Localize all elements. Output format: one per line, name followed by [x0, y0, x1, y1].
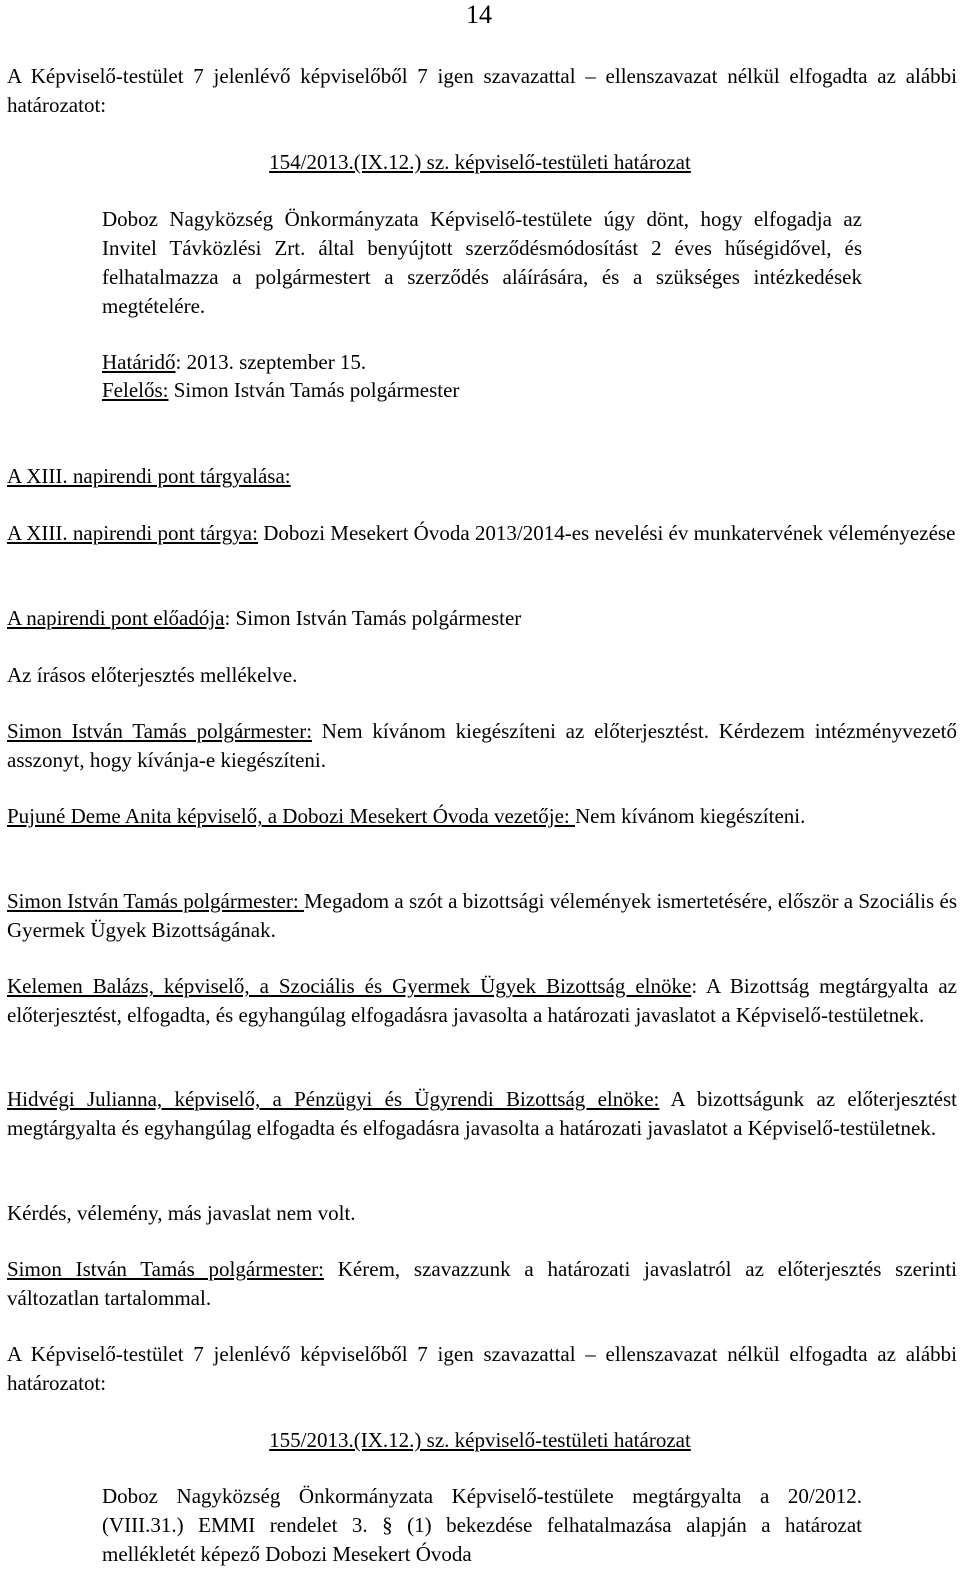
attachment-note: Az írásos előterjesztés mellékelve.: [7, 663, 298, 687]
agenda-presenter: [7, 604, 957, 633]
statement-mayor-2: [7, 887, 957, 945]
statement-mayor-1-text: Nem kívánom kiegészíteni az előterjesztést. Kérdezem intézményvezető asszonyt, hogy kívánja-e kiegészíteni.: [7, 719, 958, 772]
responsible-value: Simon István Tamás polgármester: [168, 378, 460, 402]
resolution-1-responsible: [102, 376, 862, 405]
statement-mayor-2-text: Megadom a szót a bizottsági vélemények ismertetésére, először a Szociális és Gyermek Ügyek Bizottságának.: [7, 889, 957, 942]
resolution-2-title-text: 155/2013.(IX.12.) sz. képviselő-testületi határozat: [269, 1428, 691, 1452]
resolution-1-deadline: [102, 348, 862, 377]
agenda-presenter-label: A napirendi pont előadója: [7, 606, 225, 630]
statement-finance-committee: [7, 1085, 957, 1143]
page-number: 14: [466, 0, 492, 29]
agenda-subject: [7, 519, 957, 548]
resolution-1-title: [0, 148, 960, 177]
agenda-subject-label: A XIII. napirendi pont tárgya:: [7, 521, 258, 545]
statement-kindergarten-head-text: Nem kívánom kiegészíteni.: [575, 804, 806, 828]
agenda-discussion-heading: [7, 462, 957, 491]
resolution-1-title-text: 154/2013.(IX.12.) sz. képviselő-testületi határozat: [269, 150, 691, 174]
vote-result-2: A Képviselő-testület 7 jelenlévő képviselőből 7 igen szavazattal – ellenszavazat nélkül elfogadta az alábbi határozatot:: [7, 1342, 957, 1395]
resolution-2-body: Doboz Nagyközség Önkormányzata Képviselő-testülete megtárgyalta a 20/2012. (VIII.31.) EMMI rendelet 3. § (1) bekezdése felhatalmazása alapján a határozat mellékletét képező Dobozi Mesekert Óvoda: [102, 1484, 862, 1566]
responsible-label: Felelős:: [102, 378, 169, 402]
statement-mayor-final-text: Kérem, szavazzunk a határozati javaslatról az előterjesztés szerinti változatlan tartalommal.: [7, 1257, 957, 1310]
statement-finance-committee-text: A bizottságunk az előterjesztést megtárgyalta és egyhangúlag elfogadta és elfogadásra javasolta a határozati javaslatot a Képviselő-testületnek.: [7, 1087, 958, 1140]
statement-social-committee-text: : A Bizottság megtárgyalta az előterjesztést, elfogadta, és egyhangúlag elfogadásra javasolta a határozati javaslatot a Képviselő-testületnek.: [7, 974, 957, 1027]
deadline-label: Határidő: [102, 350, 176, 374]
speaker-mayor-1: Simon István Tamás polgármester:: [7, 719, 313, 743]
speaker-social-committee: Kelemen Balázs, képviselő, a Szociális és Gyermek Ügyek Bizottság elnöke: [7, 974, 692, 998]
statement-social-committee: [7, 972, 957, 1030]
agenda-presenter-value: : Simon István Tamás polgármester: [224, 606, 522, 630]
agenda-discussion-heading-text: A XIII. napirendi pont tárgyalása:: [7, 464, 291, 488]
statement-mayor-final: [7, 1255, 957, 1313]
agenda-subject-value: Dobozi Mesekert Óvoda 2013/2014-es nevelési év munkatervének véleményezése: [257, 521, 956, 545]
resolution-1-body: Doboz Nagyközség Önkormányzata Képviselő-testülete úgy dönt, hogy elfogadja az Invitel Távközlési Zrt. által benyújtott szerződésmódosítást 2 éves hűségidővel, és felhatalmazza a polgármestert a szerződés aláírására, és a szükséges intézkedések megtételére.: [102, 207, 862, 318]
speaker-mayor-final: Simon István Tamás polgármester:: [7, 1257, 325, 1281]
speaker-kindergarten-head: Pujuné Deme Anita képviselő, a Dobozi Mesekert Óvoda vezetője:: [7, 804, 576, 828]
deadline-value: : 2013. szeptember 15.: [175, 350, 367, 374]
resolution-2-title: [0, 1426, 960, 1455]
statement-kindergarten-head: [7, 802, 957, 831]
speaker-finance-committee: Hidvégi Julianna, képviselő, a Pénzügyi és Ügyrendi Bizottság elnöke:: [7, 1087, 660, 1111]
statement-mayor-1: [7, 717, 957, 775]
no-questions-note: Kérdés, vélemény, más javaslat nem volt.: [7, 1201, 356, 1225]
speaker-mayor-2: Simon István Tamás polgármester:: [7, 889, 304, 913]
vote-result-1: A Képviselő-testület 7 jelenlévő képviselőből 7 igen szavazattal – ellenszavazat nélkül elfogadta az alábbi határozatot:: [7, 64, 957, 117]
